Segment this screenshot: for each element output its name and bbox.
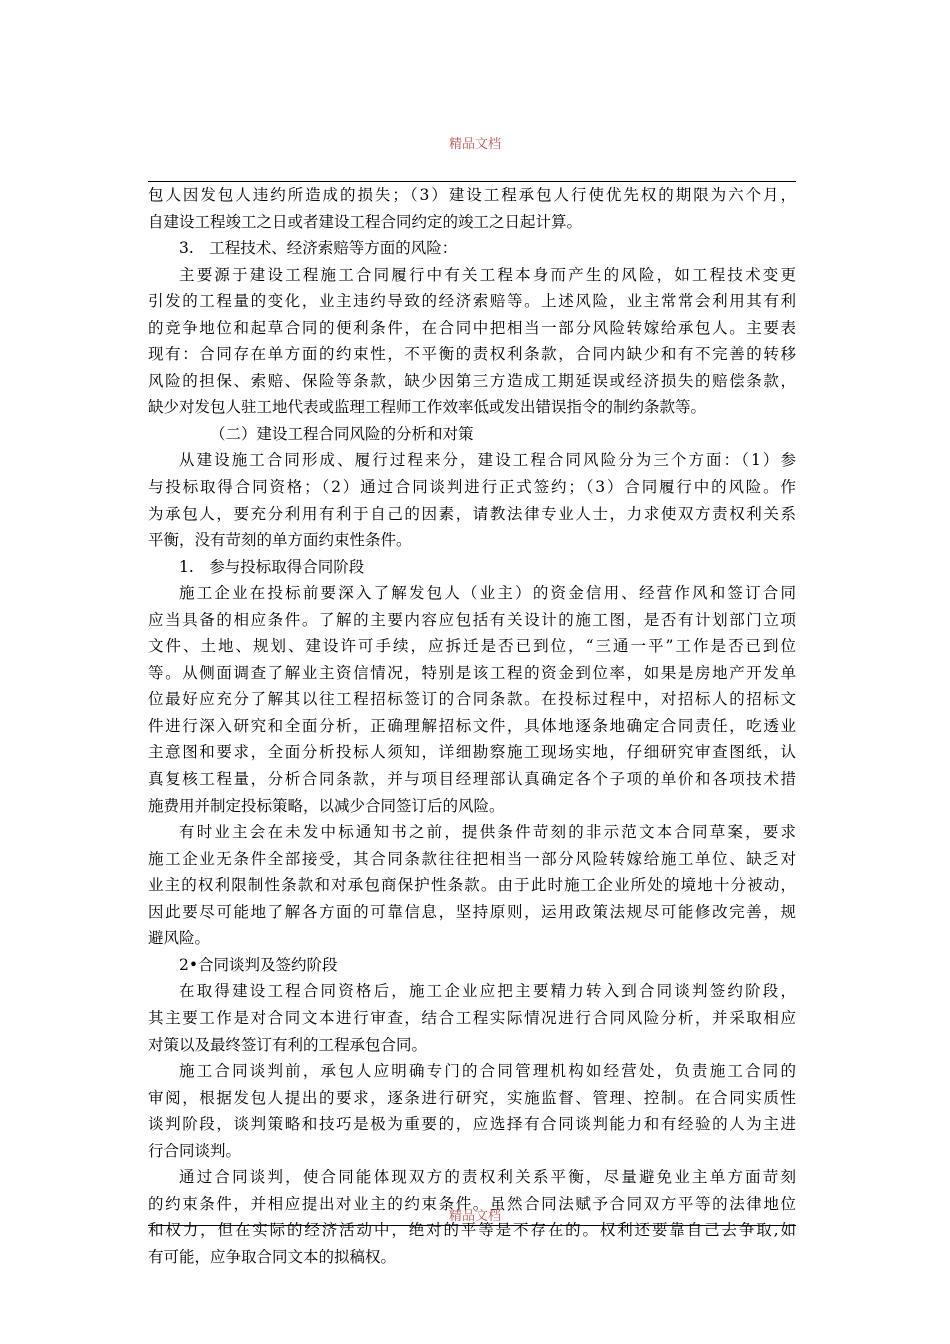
text-line: 和权力，但在实际的经济活动中，绝对的平等是不存在的。权利还要靠自己去争取,如 bbox=[148, 1221, 796, 1240]
text-line: 有可能，应争取合同文本的拟稿权。 bbox=[148, 1247, 397, 1266]
text-line: 件进行深入研究和全面分析，正确理解招标文件，具体地逐条地确定合同责任，吃透业 bbox=[148, 716, 796, 735]
text-line: 自建设工程竣工之日或者建设工程合同约定的竣工之日起计算。 bbox=[148, 212, 583, 231]
text-line: 主要源于建设工程施工合同履行中有关工程本身而产生的风险，如工程技术变更 bbox=[179, 265, 796, 284]
text-line: 从建设施工合同形成、履行过程来分，建设工程合同风险分为三个方面：（1）参 bbox=[179, 451, 796, 470]
text-line: 有时业主会在未发中标通知书之前，提供条件苛刻的非示范文本合同草案，要求 bbox=[179, 823, 796, 842]
text-line: 行合同谈判。 bbox=[148, 1141, 242, 1160]
text-line: 位最好应充分了解其以往工程招标签订的合同条款。在投标过程中，对招标人的招标文 bbox=[148, 690, 796, 709]
text-line: 3. 工程技术、经济索赔等方面的风险： bbox=[179, 239, 458, 258]
text-line: 谈判阶段，谈判策略和技巧是极为重要的，应选择有合同谈判能力和有经验的人为主进 bbox=[148, 1115, 796, 1134]
text-line: 2•合同谈判及签约阶段 bbox=[179, 955, 338, 974]
text-line: 为承包人，要充分利用有利于自己的因素，请教法律专业人士，力求使双方责权利关系 bbox=[148, 504, 796, 523]
text-line: 其主要工作是对合同文本进行审查，结合工程实际情况进行合同风险分析，并采取相应 bbox=[148, 1008, 796, 1027]
page-header-label: 精品文档 bbox=[448, 137, 501, 152]
text-line: 对策以及最终签订有利的工程承包合同。 bbox=[148, 1035, 428, 1054]
text-line: 施工企业无条件全部接受，其合同条款往往把相当一部分风险转嫁给施工单位、缺乏对 bbox=[148, 849, 796, 868]
text-line: 施工合同谈判前，承包人应明确专门的合同管理机构如经营处，负责施工合同的 bbox=[179, 1062, 796, 1081]
text-line: 通过合同谈判，使合同能体现双方的责权利关系平衡，尽量避免业主单方面苛刻 bbox=[179, 1168, 796, 1187]
document-body bbox=[148, 182, 796, 1270]
text-line: 因此要尽可能地了解各方面的可靠信息，坚持原则，运用政策法规尽可能修改完善，规 bbox=[148, 902, 796, 921]
page-footer-label: 精品文档 bbox=[448, 1209, 501, 1224]
text-line: 避风险。 bbox=[148, 929, 211, 948]
text-line: 平衡，没有苛刻的单方面约束性条件。 bbox=[148, 531, 412, 550]
text-line: 风险的担保、索赔、保险等条款，缺少因第三方造成工期延误或经济损失的赔偿条款， bbox=[148, 371, 796, 390]
text-line: 1. 参与投标取得合同阶段 bbox=[179, 557, 365, 576]
text-line: 主意图和要求，全面分析投标人须知，详细勘察施工现场实地，仔细研究审查图纸，认 bbox=[148, 743, 796, 762]
text-line: 业主的权利限制性条款和对承包商保护性条款。由于此时施工企业所处的境地十分被动， bbox=[148, 876, 796, 895]
text-line: 审阅，根据发包人提出的要求，逐条进行研究，实施监督、管理、控制。在合同实质性 bbox=[148, 1088, 796, 1107]
text-line: 与投标取得合同资格；（2）通过合同谈判进行正式签约；（3）合同履行中的风险。作 bbox=[148, 478, 796, 497]
text-line: 应当具备的相应条件。了解的主要内容应包括有关设计的施工图，是否有计划部门立项 bbox=[148, 610, 796, 629]
text-line: 包人因发包人违约所造成的损失；（3）建设工程承包人行使优先权的期限为六个月， bbox=[148, 186, 796, 204]
text-line: 真复核工程量，分析合同条款，并与项目经理部认真确定各个子项的单价和各项技术措 bbox=[148, 770, 796, 789]
footer-rule bbox=[148, 1225, 796, 1226]
text-line: 的竞争地位和起草合同的便利条件，在合同中把相当一部分风险转嫁给承包人。主要表 bbox=[148, 318, 796, 337]
text-line: 引发的工程量的变化，业主违约导致的经济索赔等。上述风险，业主常常会利用其有利 bbox=[148, 292, 796, 311]
text-line: 施费用并制定投标策略，以减少合同签订后的风险。 bbox=[148, 796, 505, 815]
text-line: 文件、土地、规划、建设许可手续，应拆迁是否已到位，“三通一平”工作是否已到位 bbox=[148, 637, 796, 656]
text-line: 的约束条件，并相应提出对业主的约束条件。虽然合同法赋予合同双方平等的法律地位 bbox=[148, 1194, 796, 1213]
text-line: 等。从侧面调查了解业主资信情况，特别是该工程的资金到位率，如果是房地产开发单 bbox=[148, 663, 796, 682]
text-line: 缺少对发包人驻工地代表或监理工程师工作效率低或发出错误指令的制约条款等。 bbox=[148, 398, 707, 417]
text-line: 施工企业在投标前要深入了解发包人（业主）的资金信用、经营作风和签订合同 bbox=[179, 584, 796, 603]
text-line: 在取得建设工程合同资格后，施工企业应把主要精力转入到合同谈判签约阶段， bbox=[179, 982, 796, 1001]
text-line: 现有：合同存在单方面的约束性，不平衡的责权利条款，合同内缺少和有不完善的转移 bbox=[148, 345, 796, 364]
text-line: （二）建设工程合同风险的分析和对策 bbox=[210, 424, 474, 443]
